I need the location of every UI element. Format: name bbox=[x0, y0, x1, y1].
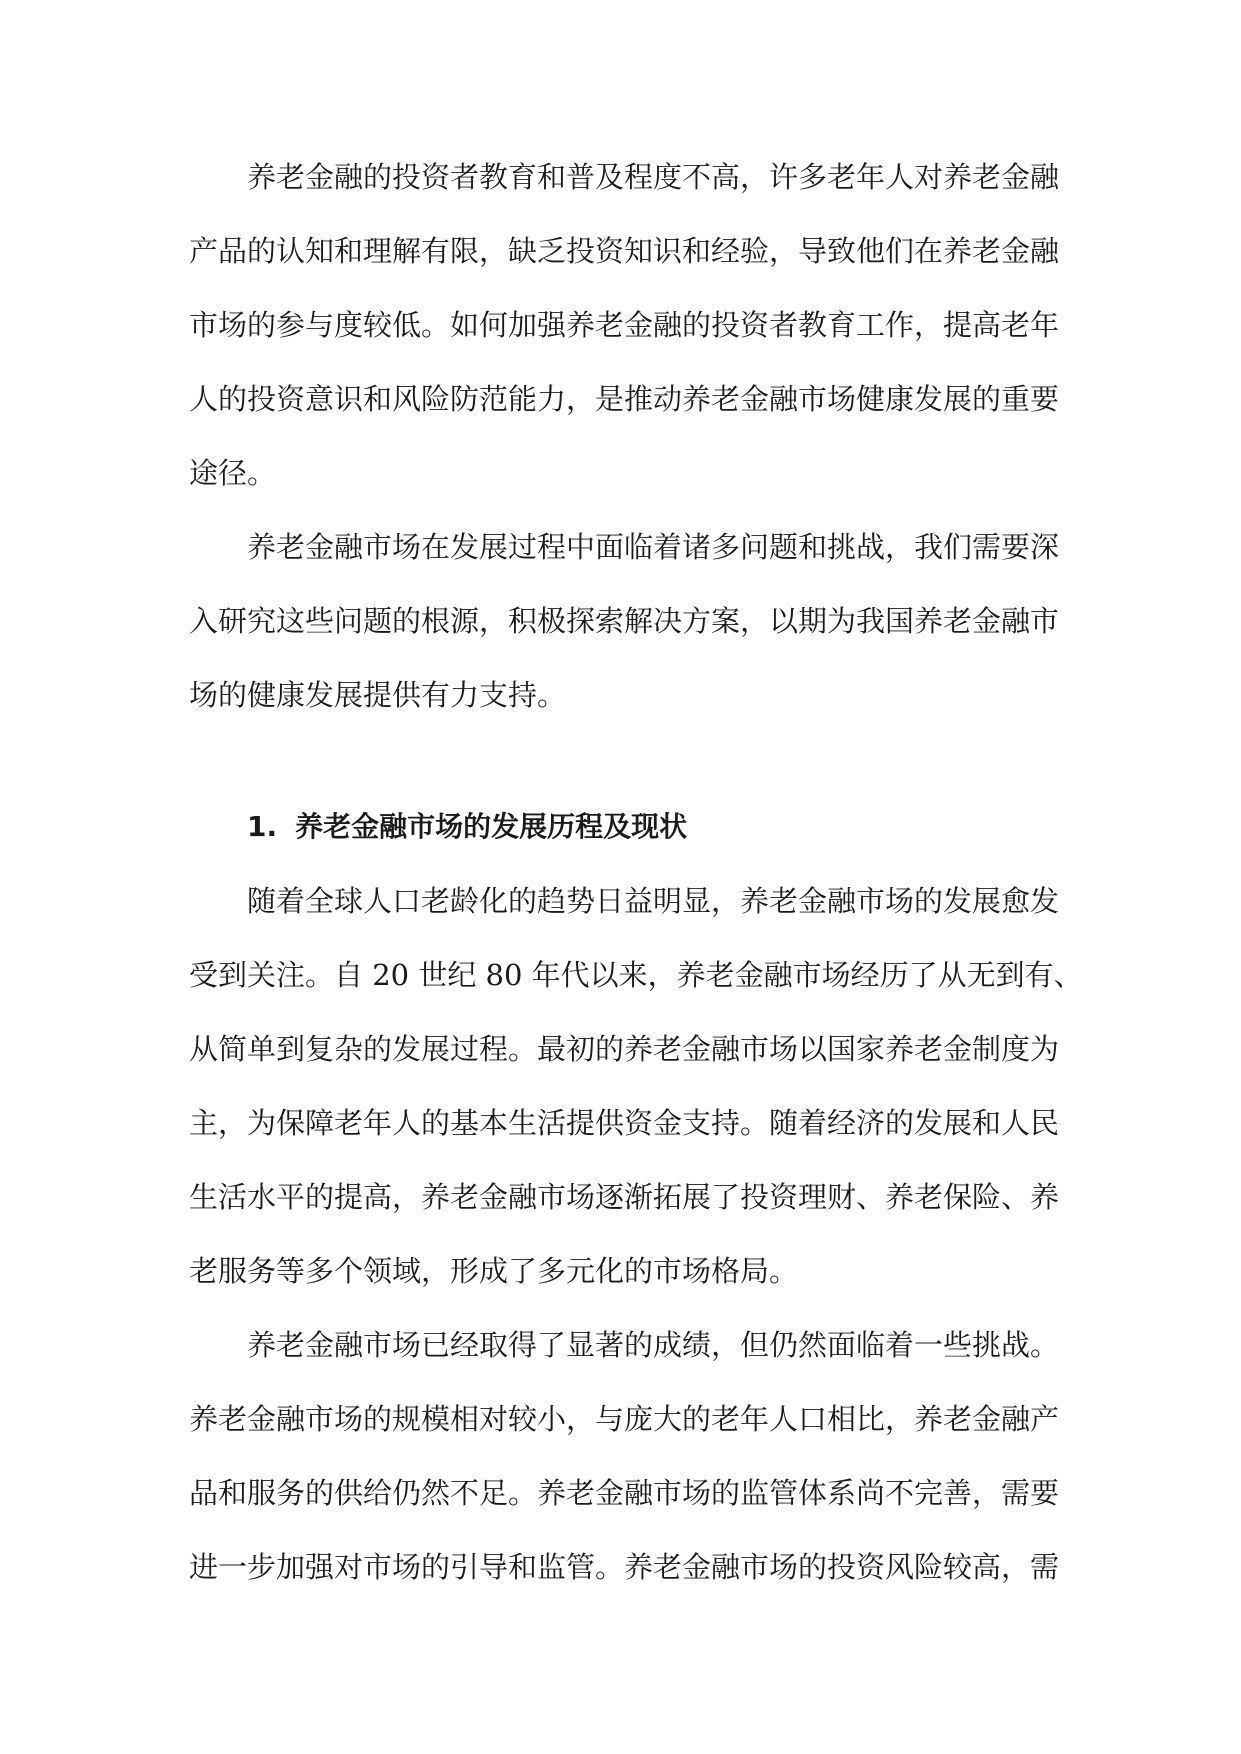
text-line: 品和服务的供给仍然不足。养老金融市场的监管体系尚不完善，需要 bbox=[189, 1476, 1060, 1510]
paragraph-investor-education bbox=[189, 140, 1060, 510]
text-line: 养老金融市场已经取得了显著的成绩，但仍然面临着一些挑战。 bbox=[247, 1328, 1060, 1362]
section-title-text: 养老金融市场的发展历程及现状 bbox=[295, 810, 688, 843]
paragraph-challenges bbox=[189, 510, 1060, 732]
text-line: 主，为保障老年人的基本生活提供资金支持。随着经济的发展和人民 bbox=[189, 1106, 1060, 1140]
text-line: 养老金融的投资者教育和普及程度不高，许多老年人对养老金融 bbox=[247, 160, 1060, 194]
paragraph-history bbox=[189, 864, 1083, 1308]
text-line: 受到关注。自 20 世纪 80 年代以来，养老金融市场经历了从无到有、 bbox=[189, 958, 1083, 992]
text-line: 途径。 bbox=[189, 456, 277, 490]
text-line: 养老金融市场在发展过程中面临着诸多问题和挑战，我们需要深 bbox=[247, 530, 1060, 564]
text-line: 市场的参与度较低。如何加强养老金融的投资者教育工作，提高老年 bbox=[189, 308, 1060, 342]
document-body bbox=[189, 140, 1083, 1604]
text-line: 养老金融市场的规模相对较小，与庞大的老年人口相比，养老金融产 bbox=[189, 1402, 1060, 1436]
text-line: 进一步加强对市场的引导和监管。养老金融市场的投资风险较高，需 bbox=[189, 1550, 1060, 1584]
text-line: 产品的认知和理解有限，缺乏投资知识和经验，导致他们在养老金融 bbox=[189, 234, 1060, 268]
text-line: 生活水平的提高，养老金融市场逐渐拓展了投资理财、养老保险、养 bbox=[189, 1180, 1060, 1214]
text-line: 随着全球人口老龄化的趋势日益明显，养老金融市场的发展愈发 bbox=[247, 884, 1060, 918]
section-spacer bbox=[189, 732, 1055, 790]
section-heading bbox=[189, 790, 1055, 864]
text-line: 从简单到复杂的发展过程。最初的养老金融市场以国家养老金制度为 bbox=[189, 1032, 1060, 1066]
section-number: 1. bbox=[247, 810, 278, 843]
paragraph-current-status bbox=[189, 1308, 1060, 1604]
text-line: 人的投资意识和风险防范能力，是推动养老金融市场健康发展的重要 bbox=[189, 382, 1060, 416]
text-line: 场的健康发展提供有力支持。 bbox=[189, 678, 567, 712]
text-line: 老服务等多个领域，形成了多元化的市场格局。 bbox=[189, 1254, 799, 1288]
text-line: 入研究这些问题的根源，积极探索解决方案，以期为我国养老金融市 bbox=[189, 604, 1060, 638]
